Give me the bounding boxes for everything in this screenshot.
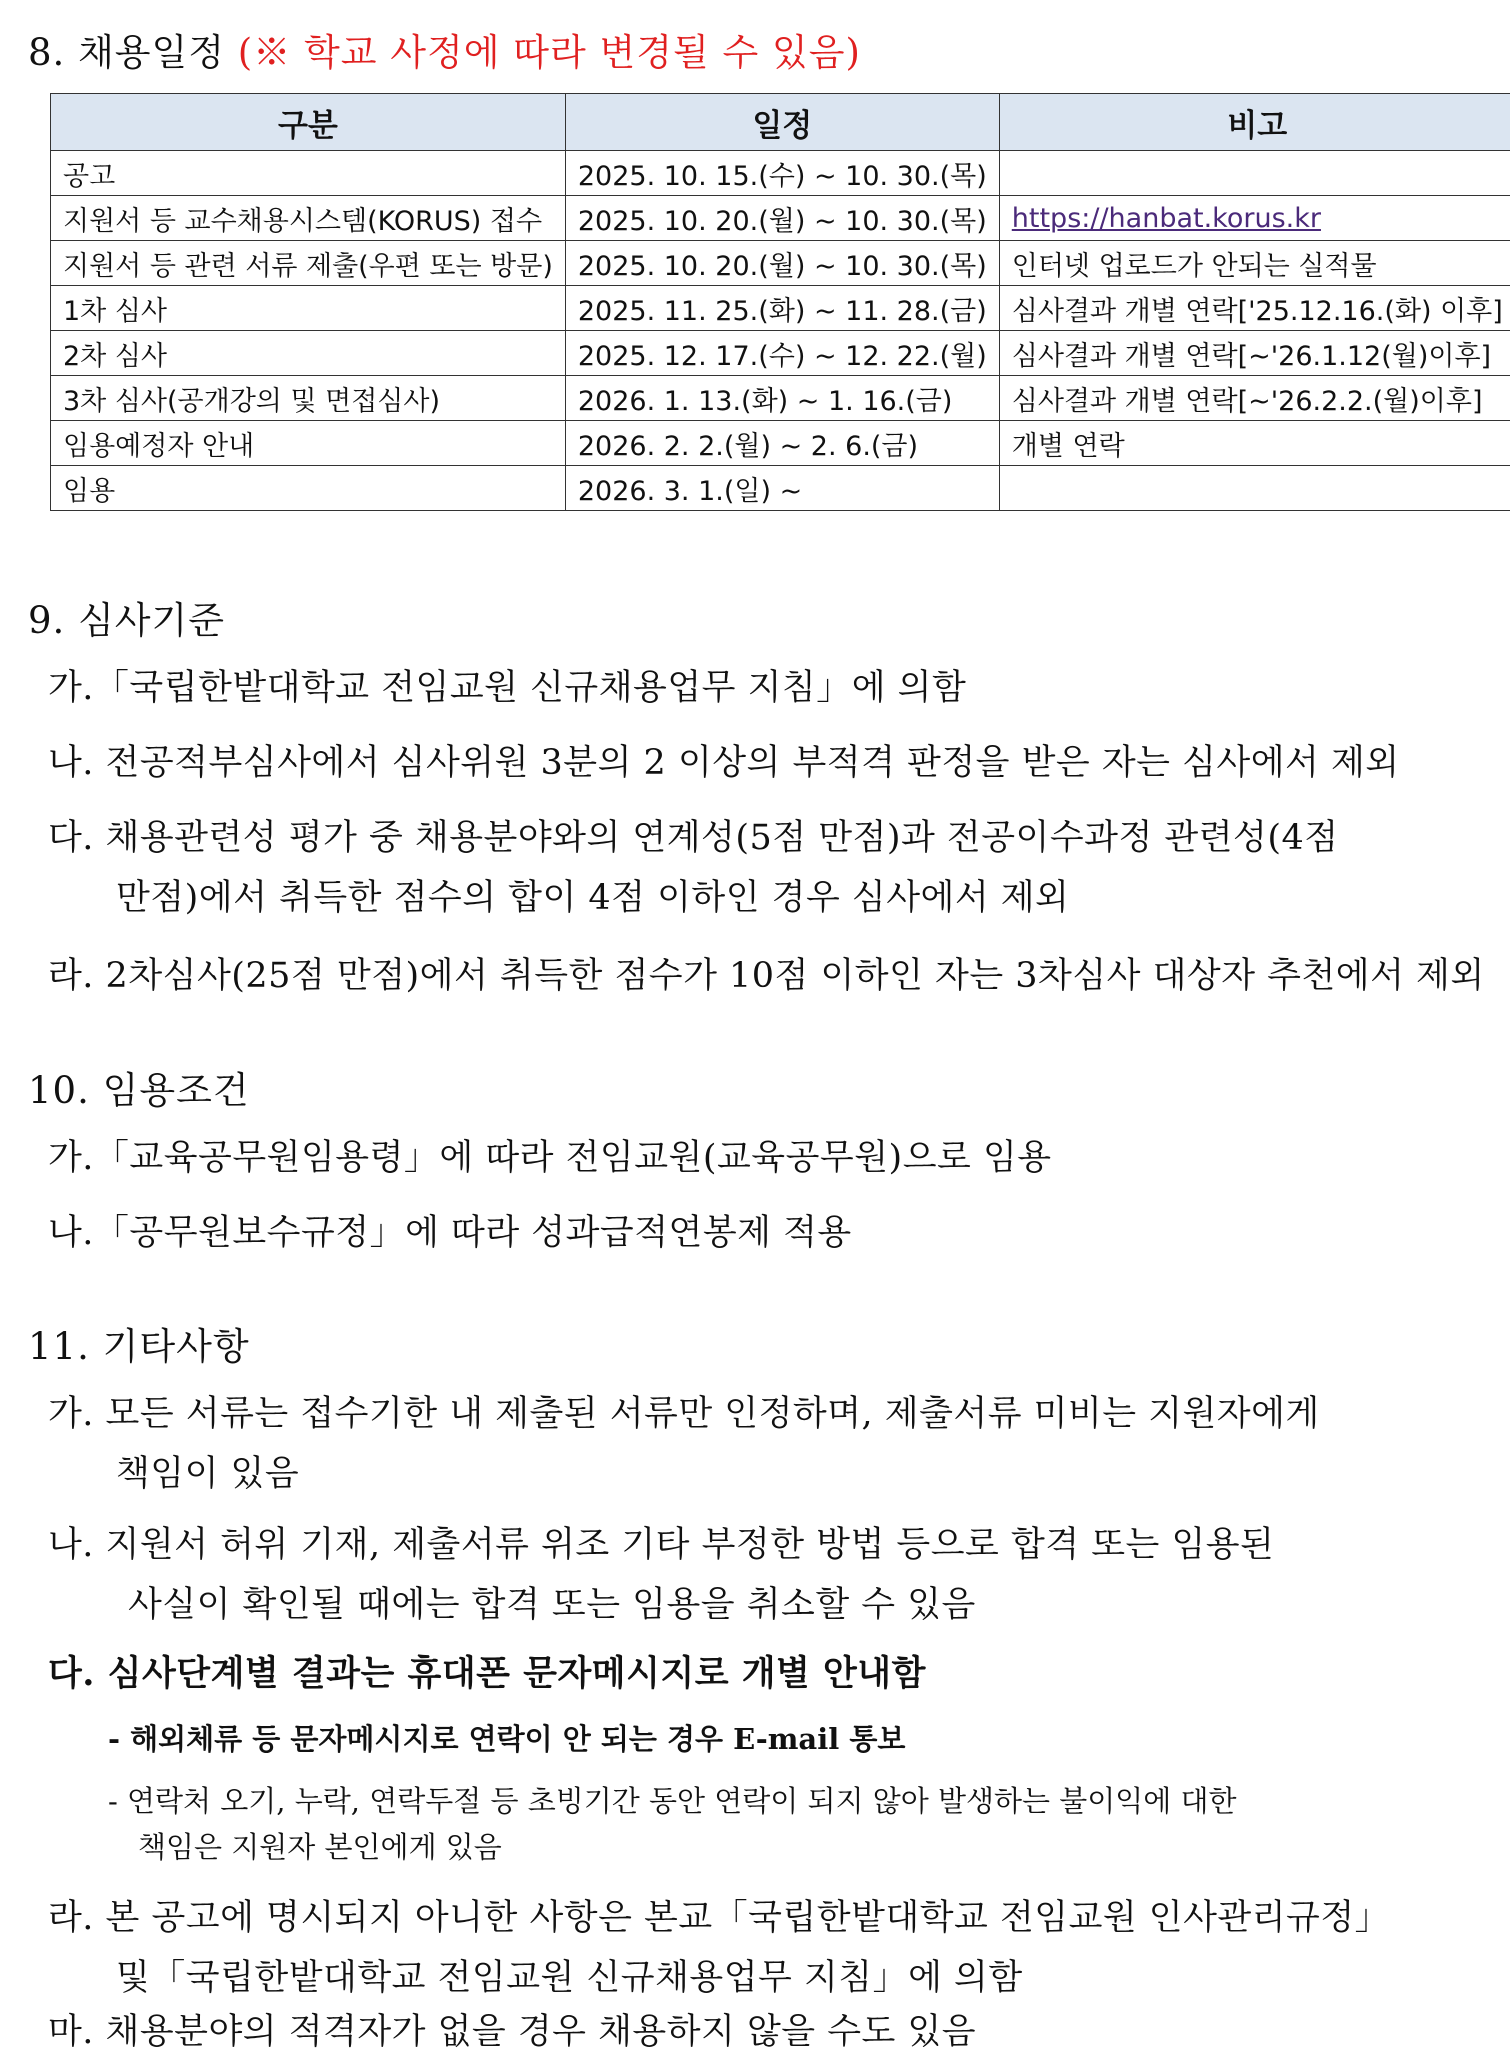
cell-date: 2026. 3. 1.(일) ~ (565, 466, 999, 511)
section-11-item-c: 다. 심사단계별 결과는 휴대폰 문자메시지로 개별 안내함 (48, 1653, 926, 1694)
table-row (51, 466, 1510, 511)
section-8-note: (※ 학교 사정에 따라 변경될 수 있음) (237, 31, 861, 74)
cell-note (999, 466, 1510, 511)
section-11-item-a-line2: 책임이 있음 (116, 1454, 300, 1494)
section-11-item-c-sub2-line2: 책임은 지원자 본인에게 있음 (138, 1830, 502, 1864)
section-9-item-b: 나. 전공적부심사에서 심사위원 3분의 2 이상의 부적격 판정을 받은 자는 심사에서 제외 (48, 743, 1400, 783)
table-row (51, 241, 1510, 286)
section-11-item-c-sub1: - 해외체류 등 문자메시지로 연락이 안 되는 경우 E-mail 통보 (108, 1722, 906, 1756)
section-10-item-b: 나.「공무원보수규정」에 따라 성과급적연봉제 적용 (48, 1213, 852, 1253)
section-11-item-d (48, 1888, 1390, 2008)
section-11-item-b-line1: 나. 지원서 허위 기재, 제출서류 위조 기타 부정한 방법 등으로 합격 또는 임용된 (48, 1525, 1275, 1565)
section-11-item-d-line1: 라. 본 공고에 명시되지 아니한 사항은 본교「국립한밭대학교 전임교원 인사관리규정」 (48, 1898, 1391, 1938)
section-11-title: 11. 기타사항 (28, 1325, 250, 1368)
cell-note: 심사결과 개별 연락[~'26.2.2.(월)이후] (999, 376, 1510, 421)
cell-note: 인터넷 업로드가 안되는 실적물 (999, 241, 1510, 286)
section-9-title: 9. 심사기준 (28, 599, 226, 642)
table-row (51, 196, 1510, 241)
cell-date: 2026. 2. 2.(월) ~ 2. 6.(금) (565, 421, 999, 466)
section-11-item-c-sub2 (108, 1778, 1237, 1870)
cell-note: 심사결과 개별 연락['25.12.16.(화) 이후] (999, 286, 1510, 331)
section-11-item-c-sub2-line1: - 연락처 오기, 누락, 연락두절 등 초빙기간 동안 연락이 되지 않아 발생하는 불이익에 대한 (108, 1784, 1237, 1818)
table-row (51, 421, 1510, 466)
section-9-item-c-line2: 만점)에서 취득한 점수의 합이 4점 이하인 경우 심사에서 제외 (116, 878, 1070, 918)
section-11-item-a (48, 1384, 1320, 1504)
cell-category: 1차 심사 (51, 286, 566, 331)
section-11-item-b-line2: 사실이 확인될 때에는 합격 또는 임용을 취소할 수 있음 (128, 1585, 976, 1625)
korus-link[interactable]: https://hanbat.korus.kr (1011, 202, 1321, 234)
section-11-item-b (48, 1515, 1274, 1635)
cell-date: 2025. 12. 17.(수) ~ 12. 22.(월) (565, 331, 999, 376)
cell-date: 2025. 11. 25.(화) ~ 11. 28.(금) (565, 286, 999, 331)
section-11-item-a-line1: 가. 모든 서류는 접수기한 내 제출된 서류만 인정하며, 제출서류 미비는 지원자에게 (48, 1394, 1320, 1434)
section-8-heading (28, 22, 861, 76)
cell-date: 2025. 10. 20.(월) ~ 10. 30.(목) (565, 196, 999, 241)
header-note: 비고 (999, 94, 1510, 151)
cell-category: 공고 (51, 151, 566, 196)
cell-date: 2025. 10. 20.(월) ~ 10. 30.(목) (565, 241, 999, 286)
table-row (51, 286, 1510, 331)
cell-category: 지원서 등 관련 서류 제출(우편 또는 방문) (51, 241, 566, 286)
section-9-item-a: 가.「국립한밭대학교 전임교원 신규채용업무 지침」에 의함 (48, 668, 967, 708)
cell-category: 3차 심사(공개강의 및 면접심사) (51, 376, 566, 421)
cell-note: 개별 연락 (999, 421, 1510, 466)
table-row (51, 376, 1510, 421)
cell-date: 2025. 10. 15.(수) ~ 10. 30.(목) (565, 151, 999, 196)
cell-category: 지원서 등 교수채용시스템(KORUS) 접수 (51, 196, 566, 241)
header-date: 일정 (565, 94, 999, 151)
header-category: 구분 (51, 94, 566, 151)
schedule-table (50, 93, 1510, 511)
table-row (51, 331, 1510, 376)
cell-category: 2차 심사 (51, 331, 566, 376)
table-row (51, 151, 1510, 196)
cell-note: 심사결과 개별 연락[~'26.1.12(월)이후] (999, 331, 1510, 376)
cell-note (999, 196, 1510, 241)
section-8-title: 8. 채용일정 (28, 31, 238, 74)
section-11-item-e: 마. 채용분야의 적격자가 없을 경우 채용하지 않을 수도 있음 (48, 2012, 977, 2052)
section-10-title: 10. 임용조건 (28, 1069, 250, 1112)
table-header-row (51, 94, 1510, 151)
section-9-item-d: 라. 2차심사(25점 만점)에서 취득한 점수가 10점 이하인 자는 3차심사 대상자 추천에서 제외 (48, 956, 1485, 996)
section-11-item-d-line2: 및「국립한밭대학교 전임교원 신규채용업무 지침」에 의함 (116, 1958, 1023, 1998)
cell-category: 임용예정자 안내 (51, 421, 566, 466)
section-9-item-c-line1: 다. 채용관련성 평가 중 채용분야와의 연계성(5점 만점)과 전공이수과정 관련성(4점 (48, 818, 1339, 858)
cell-category: 임용 (51, 466, 566, 511)
section-9-item-c (48, 808, 1339, 928)
cell-date: 2026. 1. 13.(화) ~ 1. 16.(금) (565, 376, 999, 421)
section-10-item-a: 가.「교육공무원임용령」에 따라 전임교원(교육공무원)으로 임용 (48, 1138, 1052, 1178)
cell-note (999, 151, 1510, 196)
